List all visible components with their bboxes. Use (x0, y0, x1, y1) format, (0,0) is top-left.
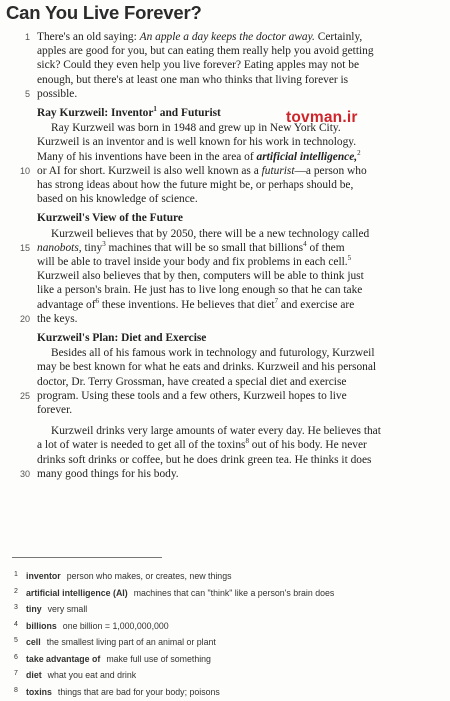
footnote-marker: 8 (245, 438, 249, 446)
text-segment: doctor, Dr. Terry Grossman, have created a special diet and exercise (37, 376, 346, 388)
text-line (37, 164, 442, 178)
body-paragraph (37, 346, 442, 417)
intro-paragraph (37, 30, 442, 101)
footnote-divider (12, 557, 162, 558)
text-segment: futurist (262, 165, 295, 177)
footnote-item (14, 652, 444, 669)
footnote-term: tiny (26, 602, 42, 618)
footnote-marker: 1 (153, 105, 157, 113)
text-line (37, 360, 442, 374)
text-segment: Ray Kurzweil was born in 1948 and grew up in New York City. (51, 122, 341, 134)
footnote-term: toxins (26, 685, 52, 701)
text-line (37, 403, 442, 417)
footnote-marker: 4 (303, 240, 307, 248)
text-line (37, 467, 442, 481)
text-segment: Kurzweil also believes that by then, computers will be able to think just (37, 270, 364, 282)
text-line (37, 87, 442, 101)
text-segment: these inventions. He believes that diet (99, 299, 275, 311)
footnote-term: billions (26, 619, 57, 635)
footnote-number: 3 (14, 600, 26, 616)
text-segment: artificial intelligence, (257, 151, 358, 163)
text-line (37, 73, 442, 87)
text-segment: Kurzweil's Plan: Diet and Exercise (37, 332, 206, 344)
text-segment: based on his knowledge of science. (37, 193, 198, 205)
text-line (37, 58, 442, 72)
footnote-number: 6 (14, 650, 26, 666)
line-number: 15 (18, 241, 30, 255)
text-segment: and exercise are (278, 299, 354, 311)
text-segment: will be able to travel inside your body and fix problems in each cell. (37, 256, 348, 268)
text-segment: out of his body. He never (249, 439, 367, 451)
footnote-number: 1 (14, 567, 26, 583)
footnote-definition: person who makes, or creates, new things (67, 569, 232, 585)
text-segment: program. Using these tools and a few others, Kurzweil hopes to live (37, 390, 347, 402)
text-segment: There's an old saying: (37, 31, 140, 43)
article-sections (37, 106, 442, 481)
footnote-definition: things that are bad for your body; poisons (58, 685, 220, 701)
footnote-number: 5 (14, 633, 26, 649)
footnote-item (14, 635, 444, 652)
text-line (37, 312, 442, 326)
line-number: 30 (18, 467, 30, 481)
footnote-marker: 5 (348, 254, 352, 262)
text-line (37, 241, 442, 255)
text-line (37, 255, 442, 269)
section-heading (37, 331, 442, 345)
line-number: 5 (18, 87, 30, 101)
text-segment: tiny (82, 242, 103, 254)
footnote-marker: 2 (357, 149, 361, 157)
text-segment: or AI for short. Kurzweil is also well known as a (37, 165, 262, 177)
text-segment: like a person's brain. He just has to live long enough so that he can take (37, 284, 362, 296)
section-heading (37, 106, 442, 120)
text-segment: possible. (37, 88, 77, 100)
footnote-item (14, 586, 444, 603)
footnote-term: inventor (26, 569, 61, 585)
text-segment: Besides all of his famous work in technology and futurology, Kurzweil (51, 347, 375, 359)
footnote-item (14, 685, 444, 701)
text-line (37, 298, 442, 312)
footnote-definition: very small (48, 602, 88, 618)
footnote-term: artificial intelligence (AI) (26, 586, 128, 602)
article-title: Can You Live Forever? (6, 2, 202, 24)
text-segment: —a person who (295, 165, 367, 177)
footnote-definition: the smallest living part of an animal or plant (47, 635, 216, 651)
text-segment: Kurzweil's View of the Future (37, 212, 183, 224)
text-line (37, 424, 442, 438)
footnote-term: diet (26, 668, 42, 684)
text-line (37, 192, 442, 206)
text-line (37, 178, 442, 192)
text-segment: and Futurist (157, 107, 221, 119)
footnote-term: take advantage of (26, 652, 100, 668)
text-line (37, 438, 442, 452)
footnote-number: 4 (14, 617, 26, 633)
footnote-item (14, 668, 444, 685)
watermark: tovman.ir (286, 109, 358, 127)
text-line (37, 375, 442, 389)
footnote-number: 2 (14, 584, 26, 600)
text-segment: Ray Kurzweil: Inventor (37, 107, 153, 119)
footnote-item (14, 619, 444, 636)
text-line (37, 135, 442, 149)
line-number: 25 (18, 389, 30, 403)
text-segment: many good things for his body. (37, 468, 179, 480)
footnote-number: 8 (14, 683, 26, 699)
body-paragraph (37, 227, 442, 326)
footnote-number: 7 (14, 666, 26, 682)
text-segment: Certainly, (315, 31, 362, 43)
section-heading (37, 211, 442, 225)
footnote-term: cell (26, 635, 41, 651)
footnote-definition: one billion = 1,000,000,000 (63, 619, 169, 635)
footnote-definition: make full use of something (106, 652, 211, 668)
text-line (37, 269, 442, 283)
line-number: 1 (18, 30, 30, 44)
article-body (37, 30, 442, 485)
footnote-item (14, 569, 444, 586)
text-segment: forever. (37, 404, 72, 416)
footnote-marker: 6 (96, 297, 100, 305)
text-line (37, 30, 442, 44)
line-number: 20 (18, 312, 30, 326)
text-line (37, 121, 442, 135)
text-segment: drinks soft drinks or coffee, but he does drink green tea. He thinks it does (37, 454, 371, 466)
text-segment: may be best known for what he eats and drinks. Kurzweil and his personal (37, 361, 376, 373)
text-segment: the keys. (37, 313, 78, 325)
text-segment: Kurzweil drinks very large amounts of water every day. He believes that (51, 425, 381, 437)
text-line (37, 283, 442, 297)
text-line (37, 150, 442, 164)
text-segment: apples are good for you, but can eating them really help you avoid getting (37, 45, 374, 57)
text-segment: a lot of water is needed to get all of the toxins (37, 439, 245, 451)
text-segment: Many of his inventions have been in the area of (37, 151, 257, 163)
body-paragraph (37, 424, 442, 481)
text-segment: nanobots, (37, 242, 82, 254)
footnote-definition: machines that can "think" like a person's brain does (134, 586, 335, 602)
text-line (37, 44, 442, 58)
body-paragraph (37, 121, 442, 206)
line-number: 10 (18, 164, 30, 178)
footnote-definition: what you eat and drink (48, 668, 137, 684)
text-segment: Kurzweil is an inventor and is well known for his work in technology. (37, 136, 356, 148)
footnote-marker: 3 (102, 240, 106, 248)
text-segment: advantage of (37, 299, 96, 311)
footnotes-list (14, 569, 444, 701)
footnote-item (14, 602, 444, 619)
text-segment: sick? Could they even help you live forever? Eating apples may not be (37, 59, 359, 71)
footnote-marker: 7 (275, 297, 279, 305)
text-line (37, 227, 442, 241)
text-segment: Kurzweil believes that by 2050, there will be a new technology called (51, 228, 369, 240)
text-segment: has strong ideas about how the future might be, or perhaps should be, (37, 179, 353, 191)
text-segment: machines that will be so small that billions (106, 242, 303, 254)
text-line (37, 453, 442, 467)
text-line (37, 389, 442, 403)
text-line (37, 346, 442, 360)
text-segment: enough, but there's at least one man who thinks that living forever is (37, 74, 348, 86)
text-segment: An apple a day keeps the doctor away. (140, 31, 315, 43)
text-segment: of them (307, 242, 345, 254)
